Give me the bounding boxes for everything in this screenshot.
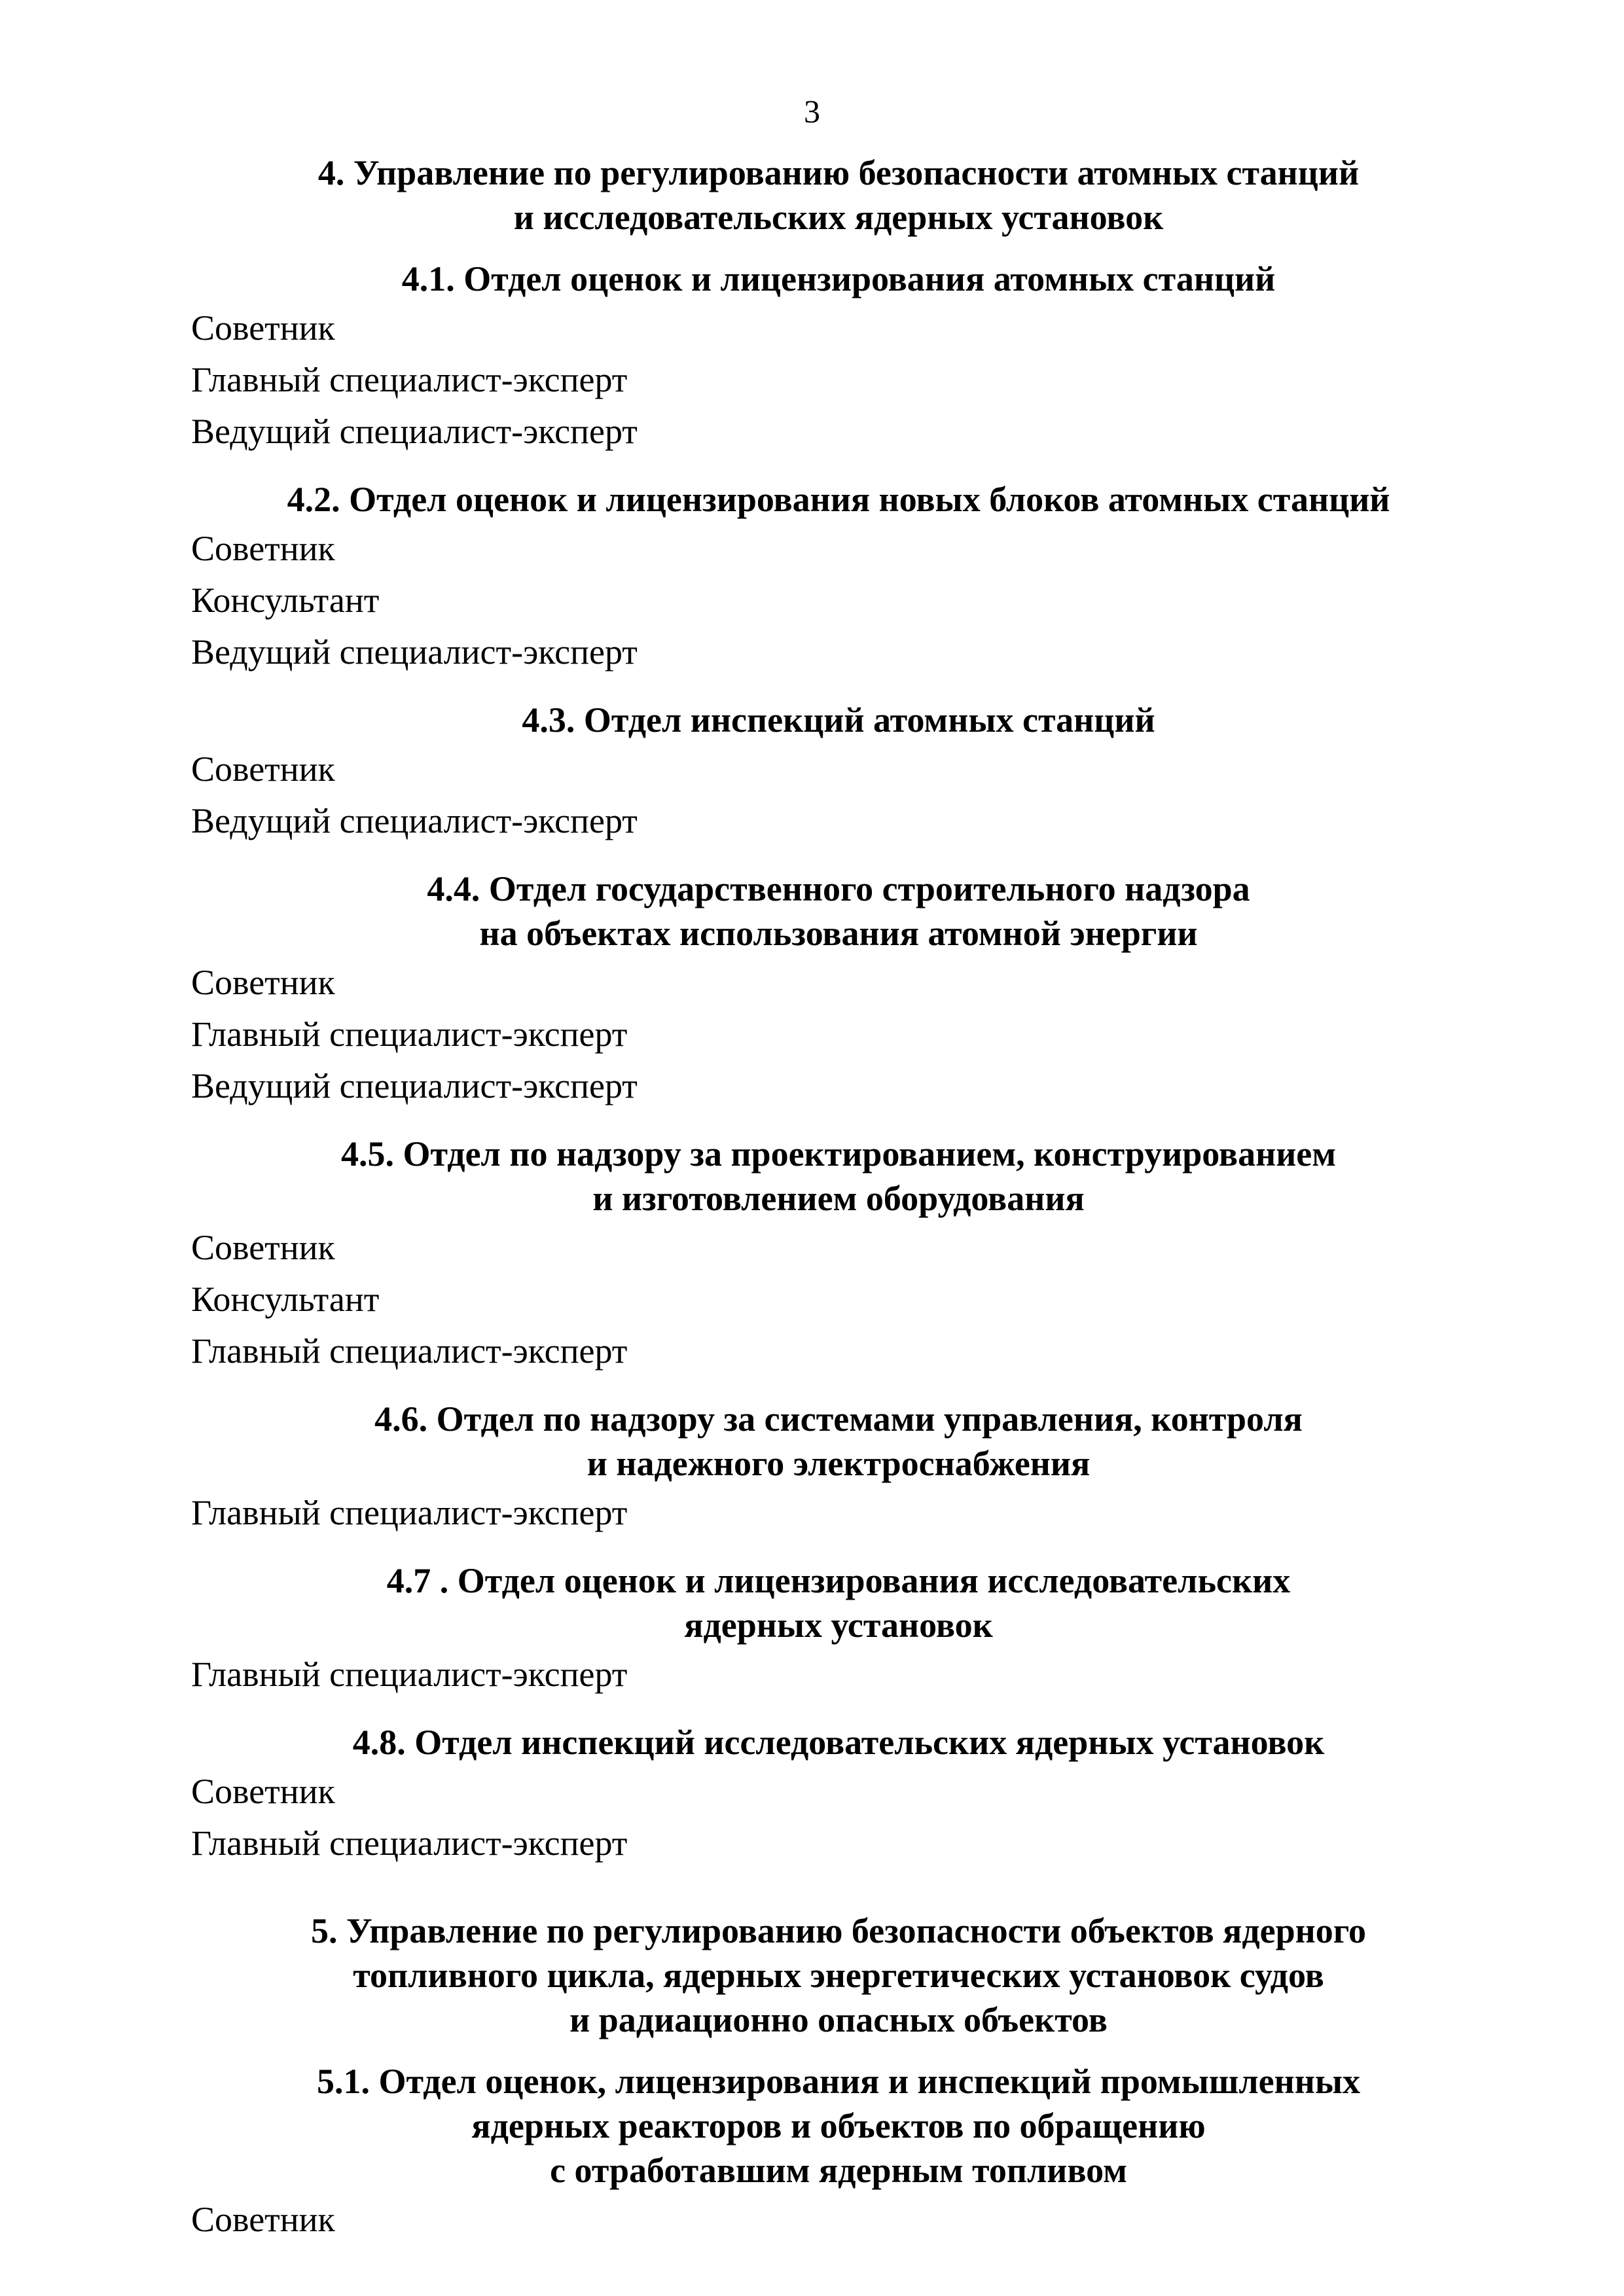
section-heading <box>191 1132 1486 1221</box>
position-item: Главный специалист-эксперт <box>191 1331 628 1371</box>
position-item: Главный специалист-эксперт <box>191 1493 628 1532</box>
heading-line: 4.7 . Отдел оценок и лицензирования исследовательских <box>386 1561 1291 1600</box>
heading-line: ядерных реакторов и объектов по обращению <box>471 2106 1206 2145</box>
section-heading <box>191 2059 1486 2193</box>
section-heading <box>191 151 1486 240</box>
section-heading <box>191 1720 1486 1765</box>
position-item: Советник <box>191 963 335 1002</box>
section-heading <box>191 477 1486 522</box>
heading-line: 4.2. Отдел оценок и лицензирования новых блоков атомных станций <box>287 480 1390 519</box>
heading-line: 4.5. Отдел по надзору за проектированием, конструированием <box>340 1134 1337 1174</box>
heading-line: 5. Управление по регулированию безопасности объектов ядерного <box>311 1911 1366 1950</box>
heading-line: и надежного электроснабжения <box>586 1444 1091 1483</box>
page-number: 3 <box>804 93 820 130</box>
heading-line: 4. Управление по регулированию безопасности атомных станций <box>317 153 1360 192</box>
heading-line: и изготовлением оборудования <box>592 1179 1085 1218</box>
position-item: Главный специалист-эксперт <box>191 1655 628 1694</box>
heading-line: 4.3. Отдел инспекций атомных станций <box>522 700 1155 740</box>
position-item: Советник <box>191 529 335 568</box>
section-heading <box>191 1397 1486 1486</box>
position-item: Ведущий специалист-эксперт <box>191 1066 638 1105</box>
position-item: Консультант <box>191 1280 380 1319</box>
section-heading <box>191 1558 1486 1647</box>
heading-line: 4.6. Отдел по надзору за системами управления, контроля <box>374 1399 1303 1439</box>
document-body <box>191 151 1486 2246</box>
heading-line: с отработавшим ядерным топливом <box>550 2151 1127 2190</box>
position-item: Главный специалист-эксперт <box>191 1014 628 1054</box>
section-heading <box>191 867 1486 956</box>
position-item: Советник <box>191 2200 335 2239</box>
position-item: Ведущий специалист-эксперт <box>191 632 638 672</box>
section-heading <box>191 698 1486 742</box>
position-item: Советник <box>191 308 335 348</box>
heading-line: 4.8. Отдел инспекций исследовательских ядерных установок <box>352 1723 1325 1762</box>
heading-line: топливного цикла, ядерных энергетических установок судов <box>353 1956 1324 1995</box>
section-heading <box>191 1909 1486 2042</box>
heading-line: 4.1. Отдел оценок и лицензирования атомных станций <box>401 259 1276 298</box>
heading-line: и исследовательских ядерных установок <box>513 198 1164 237</box>
heading-line: ядерных установок <box>684 1605 993 1645</box>
position-item: Советник <box>191 749 335 789</box>
heading-line: 5.1. Отдел оценок, лицензирования и инспекций промышленных <box>316 2062 1361 2101</box>
heading-line: и радиационно опасных объектов <box>569 2000 1108 2039</box>
position-item: Ведущий специалист-эксперт <box>191 801 638 840</box>
position-item: Ведущий специалист-эксперт <box>191 412 638 451</box>
position-item: Советник <box>191 1772 335 1811</box>
heading-line: на объектах использования атомной энергии <box>479 914 1198 953</box>
position-item: Главный специалист-эксперт <box>191 1823 628 1863</box>
position-item: Консультант <box>191 581 380 620</box>
position-item: Главный специалист-эксперт <box>191 360 628 399</box>
section-heading <box>191 257 1486 301</box>
heading-line: 4.4. Отдел государственного строительного надзора <box>427 869 1250 908</box>
position-item: Советник <box>191 1228 335 1267</box>
